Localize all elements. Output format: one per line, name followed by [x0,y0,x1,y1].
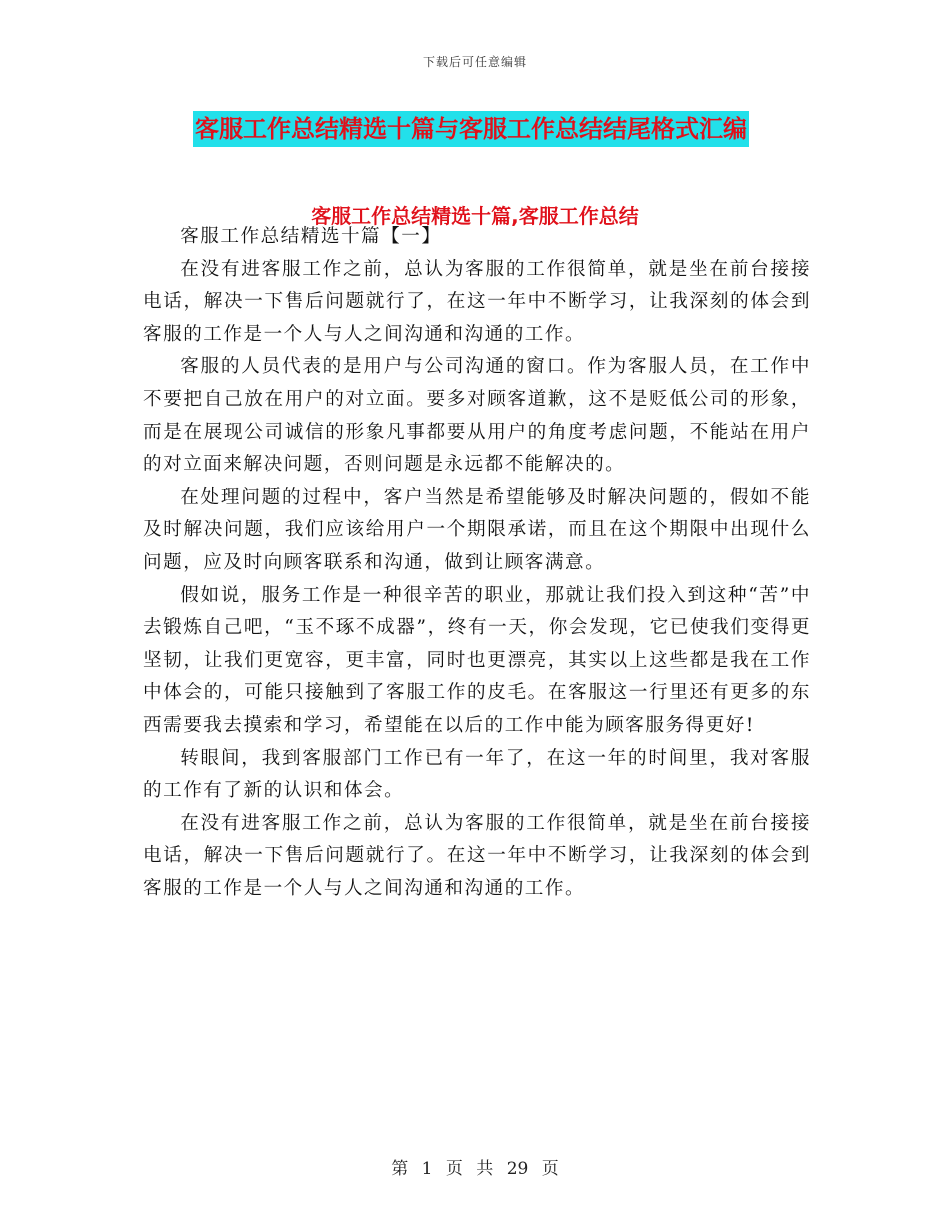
body-paragraph: 转眼间，我到客服部门工作已有一年了，在这一年的时间里，我对客服的工作有了新的认识和体会。 [143,747,811,802]
body-paragraph: 在没有进客服工作之前，总认为客服的工作很简单，就是坐在前台接接电话，解决一下售后问题就行了。在这一年中不断学习，让我深刻的体会到客服的工作是一个人与人之间沟通和沟通的工作。 [143,812,811,899]
body-paragraph: 客服的人员代表的是用户与公司沟通的窗口。作为客服人员，在工作中不要把自己放在用户的对立面。要多对顾客道歉，这不是贬低公司的形象，而是在展现公司诚信的形象凡事都要从用户的角度考虑问题，不能站在用户的对立面来解决问题，否则问题是永远都不能解决的。 [143,356,811,476]
page-header-note: 下载后可任意编辑 [422,55,527,69]
document-sub-title: 客服工作总结精选十篇,客服工作总结 [311,204,639,228]
document-body [143,221,811,905]
body-paragraph: 假如说，服务工作是一种很辛苦的职业，那就让我们投入到这种“苦”中去锻炼自己吧，“玉不琢不成器”，终有一天，你会发现，它已使我们变得更坚韧，让我们更宽容，更丰富，同时也更漂亮，其实以上这些都是我在工作中体会的，可能只接触到了客服工作的皮毛。在客服这一行里还有更多的东西需要我去摸索和学习，希望能在以后的工作中能为顾客服务得更好! [143,584,811,736]
section-heading: 客服工作总结精选十篇【一】 [180,226,442,247]
document-main-title: 客服工作总结精选十篇与客服工作总结结尾格式汇编 [193,111,749,147]
body-paragraph: 在没有进客服工作之前，总认为客服的工作很简单，就是坐在前台接接电话，解决一下售后问题就行了，在这一年中不断学习，让我深刻的体会到客服的工作是一个人与人之间沟通和沟通的工作。 [143,258,811,345]
page-number: 第 1 页 共 29 页 [391,1159,559,1179]
body-paragraph: 在处理问题的过程中，客户当然是希望能够及时解决问题的，假如不能及时解决问题，我们应该给用户一个期限承诺，而且在这个期限中出现什么问题，应及时向顾客联系和沟通，做到让顾客满意。 [143,486,811,573]
